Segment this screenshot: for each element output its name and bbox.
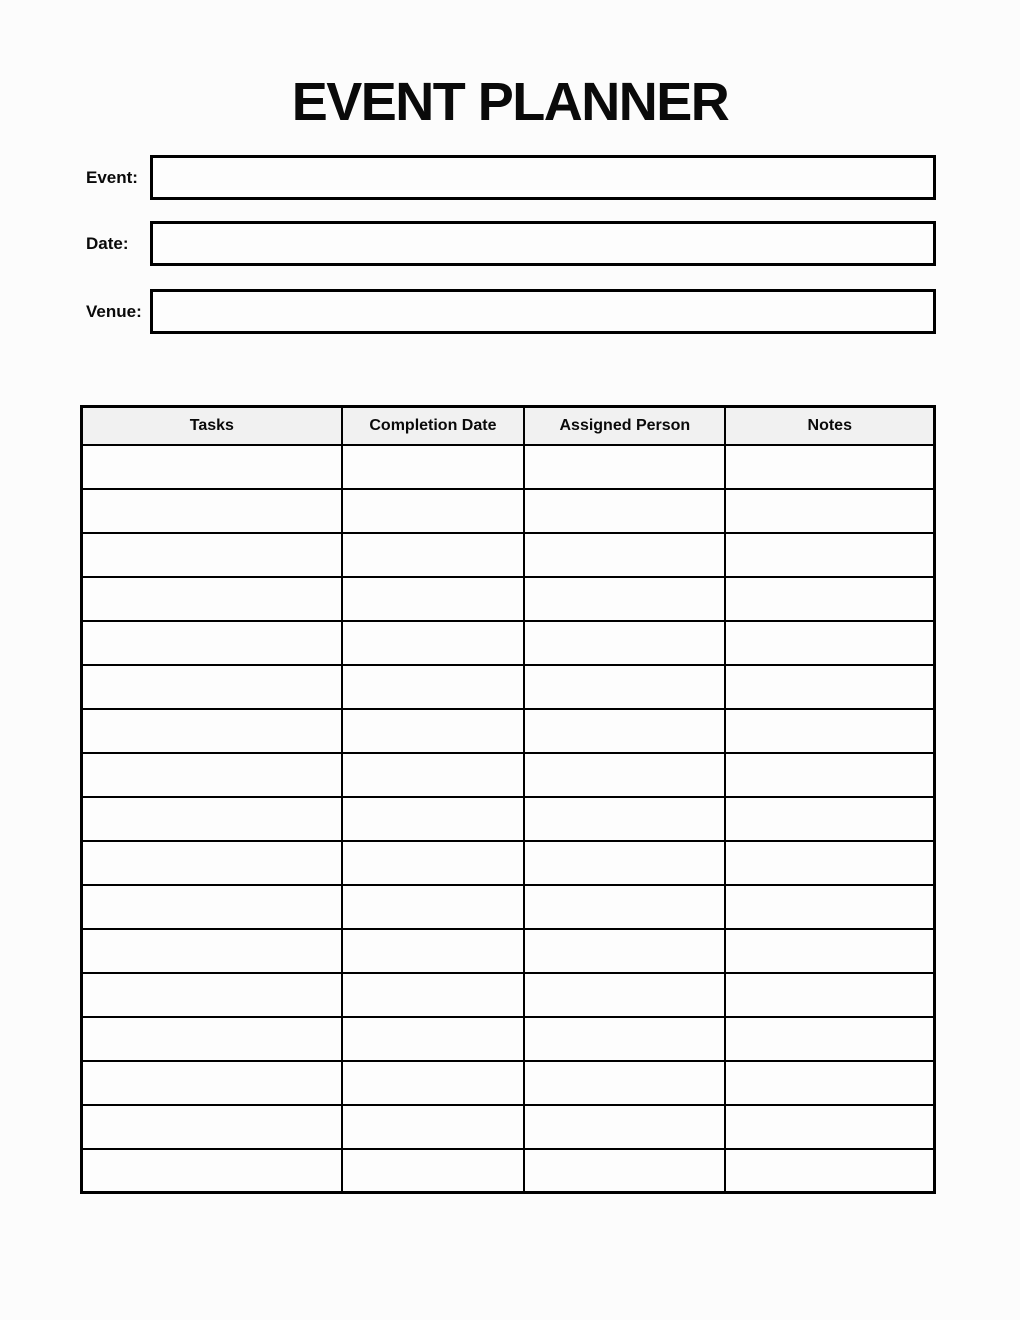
- column-header-notes: Notes: [725, 407, 934, 445]
- table-cell[interactable]: [725, 1061, 934, 1105]
- table-cell[interactable]: [342, 1105, 525, 1149]
- table-row: [82, 1061, 935, 1105]
- event-field-row: [0, 155, 1020, 200]
- table-cell[interactable]: [82, 621, 342, 665]
- table-cell[interactable]: [524, 1061, 725, 1105]
- table-row: [82, 577, 935, 621]
- table-cell[interactable]: [342, 797, 525, 841]
- table-cell[interactable]: [524, 973, 725, 1017]
- table-cell[interactable]: [524, 709, 725, 753]
- table-cell[interactable]: [82, 1017, 342, 1061]
- column-header-completion-date: Completion Date: [342, 407, 525, 445]
- column-header-assigned-person: Assigned Person: [524, 407, 725, 445]
- table-row: [82, 489, 935, 533]
- table-cell[interactable]: [524, 841, 725, 885]
- table-row: [82, 929, 935, 973]
- table-cell[interactable]: [342, 489, 525, 533]
- table-cell[interactable]: [342, 841, 525, 885]
- table-cell[interactable]: [524, 445, 725, 489]
- table-cell[interactable]: [82, 1061, 342, 1105]
- event-input[interactable]: [150, 155, 936, 200]
- table-row: [82, 841, 935, 885]
- table-cell[interactable]: [82, 885, 342, 929]
- table-cell[interactable]: [342, 1149, 525, 1193]
- table-cell[interactable]: [82, 1149, 342, 1193]
- table-cell[interactable]: [725, 753, 934, 797]
- table-row: [82, 709, 935, 753]
- table-cell[interactable]: [725, 533, 934, 577]
- table-cell[interactable]: [725, 797, 934, 841]
- table-cell[interactable]: [524, 577, 725, 621]
- table-cell[interactable]: [524, 885, 725, 929]
- table-cell[interactable]: [82, 577, 342, 621]
- table-row: [82, 1105, 935, 1149]
- header-row: [82, 407, 935, 445]
- table-cell[interactable]: [524, 489, 725, 533]
- table-cell[interactable]: [524, 1017, 725, 1061]
- table-cell[interactable]: [342, 533, 525, 577]
- page-title: EVENT PLANNER: [291, 72, 729, 132]
- table-row: [82, 753, 935, 797]
- table-cell[interactable]: [725, 621, 934, 665]
- table-row: [82, 621, 935, 665]
- task-table-body: [82, 445, 935, 1193]
- table-cell[interactable]: [524, 753, 725, 797]
- date-field-row: [0, 221, 1020, 266]
- table-cell[interactable]: [342, 1017, 525, 1061]
- table-cell[interactable]: [524, 797, 725, 841]
- table-cell[interactable]: [725, 841, 934, 885]
- table-row: [82, 1149, 935, 1193]
- table-cell[interactable]: [342, 885, 525, 929]
- table-cell[interactable]: [725, 445, 934, 489]
- table-row: [82, 973, 935, 1017]
- table-cell[interactable]: [524, 929, 725, 973]
- table-row: [82, 533, 935, 577]
- table-cell[interactable]: [342, 753, 525, 797]
- table-row: [82, 445, 935, 489]
- table-cell[interactable]: [725, 1105, 934, 1149]
- table-cell[interactable]: [82, 973, 342, 1017]
- table-cell[interactable]: [342, 973, 525, 1017]
- table-cell[interactable]: [342, 1061, 525, 1105]
- column-header-tasks: Tasks: [82, 407, 342, 445]
- table-row: [82, 797, 935, 841]
- table-cell[interactable]: [342, 929, 525, 973]
- table-row: [82, 665, 935, 709]
- table-cell[interactable]: [82, 533, 342, 577]
- task-table-header: [82, 407, 935, 445]
- table-cell[interactable]: [725, 885, 934, 929]
- table-cell[interactable]: [524, 1149, 725, 1193]
- table-cell[interactable]: [82, 709, 342, 753]
- table-cell[interactable]: [82, 665, 342, 709]
- table-row: [82, 885, 935, 929]
- table-cell[interactable]: [82, 929, 342, 973]
- table-cell[interactable]: [725, 973, 934, 1017]
- table-cell[interactable]: [82, 753, 342, 797]
- table-cell[interactable]: [342, 709, 525, 753]
- table-cell[interactable]: [82, 841, 342, 885]
- table-cell[interactable]: [524, 533, 725, 577]
- table-cell[interactable]: [725, 1017, 934, 1061]
- table-cell[interactable]: [524, 621, 725, 665]
- table-row: [82, 1017, 935, 1061]
- date-label: Date:: [86, 233, 129, 253]
- table-cell[interactable]: [82, 797, 342, 841]
- table-cell[interactable]: [82, 445, 342, 489]
- table-cell[interactable]: [725, 1149, 934, 1193]
- table-cell[interactable]: [342, 445, 525, 489]
- venue-input[interactable]: [150, 289, 936, 334]
- venue-label: Venue:: [86, 301, 142, 321]
- table-cell[interactable]: [725, 577, 934, 621]
- table-cell[interactable]: [342, 621, 525, 665]
- date-input[interactable]: [150, 221, 936, 266]
- table-cell[interactable]: [725, 489, 934, 533]
- event-label: Event:: [86, 167, 138, 187]
- table-cell[interactable]: [725, 709, 934, 753]
- table-cell[interactable]: [82, 1105, 342, 1149]
- table-cell[interactable]: [342, 577, 525, 621]
- table-cell[interactable]: [725, 665, 934, 709]
- table-cell[interactable]: [82, 489, 342, 533]
- table-cell[interactable]: [524, 665, 725, 709]
- table-cell[interactable]: [725, 929, 934, 973]
- table-cell[interactable]: [524, 1105, 725, 1149]
- task-table: [80, 405, 936, 1194]
- venue-field-row: [0, 289, 1020, 334]
- table-cell[interactable]: [342, 665, 525, 709]
